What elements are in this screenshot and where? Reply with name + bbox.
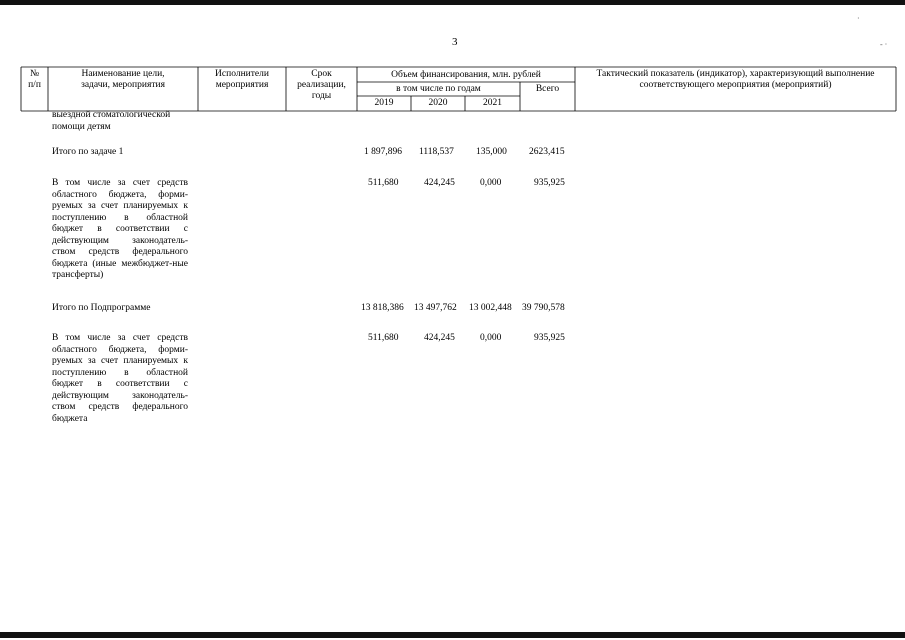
header-year-2020: 2020 xyxy=(428,98,448,108)
row-value-total: 935,925 xyxy=(534,333,565,343)
row-value-2019: 511,680 xyxy=(368,333,399,343)
row-value-2019: 13 818,386 xyxy=(361,303,404,313)
row-name: выездной стоматологической помощи детям xyxy=(52,110,171,132)
row-value-2019: 511,680 xyxy=(368,178,399,188)
row-value-2021: 0,000 xyxy=(480,178,502,188)
header-number: № п/п xyxy=(28,69,41,90)
row-value-2020: 1118,537 xyxy=(419,147,454,157)
row-value-2020: 13 497,762 xyxy=(414,303,457,313)
row-value-total: 935,925 xyxy=(534,178,565,188)
row-value-total: 2623,415 xyxy=(529,147,565,157)
row-value-total: 39 790,578 xyxy=(522,303,565,313)
header-year-2021: 2021 xyxy=(483,98,502,108)
header-executors: Исполнители мероприятия xyxy=(215,69,269,90)
row-value-2020: 424,245 xyxy=(424,333,455,343)
row-value-2021: 0,000 xyxy=(480,333,502,343)
header-year-2019: 2019 xyxy=(374,98,394,108)
row-name: Итого по задаче 1 xyxy=(52,147,124,157)
header-funding: Объем финансирования, млн. рублей xyxy=(391,70,541,80)
scan-speck: - · xyxy=(880,40,888,49)
header-name: Наименование цели, задачи, мероприятия xyxy=(81,69,165,90)
page-number: 3 xyxy=(452,36,458,48)
row-name: Итого по Подпрограмме xyxy=(52,303,151,313)
header-indicator: Тактический показатель (индикатор), характеризующий выполнение соответствующего мероприятия (мероприятий) xyxy=(596,69,875,90)
row-value-2021: 135,000 xyxy=(476,147,507,157)
header-by-years: в том числе по годам xyxy=(396,84,481,94)
row-value-2021: 13 002,448 xyxy=(469,303,512,313)
row-name: В том числе за счет средств областного бюджета, форми-руемых за счет планируемых к поступлению в областной бюджет в соответствии с действующим законодатель-ством средств федерального бюджета xyxy=(52,333,188,424)
row-name: В том числе за счет средств областного бюджета, форми-руемых за счет планируемых к поступлению в областной бюджет в соответствии с действующим законодатель-ством средств федерального бюджета (иные межбюджет-ные трансферты) xyxy=(52,178,188,280)
header-total: Всего xyxy=(535,84,560,94)
header-term: Срок реализации, годы xyxy=(297,69,346,101)
row-value-2020: 424,245 xyxy=(424,178,455,188)
scan-speck: · xyxy=(857,14,860,23)
row-value-2019: 1 897,896 xyxy=(364,147,402,157)
